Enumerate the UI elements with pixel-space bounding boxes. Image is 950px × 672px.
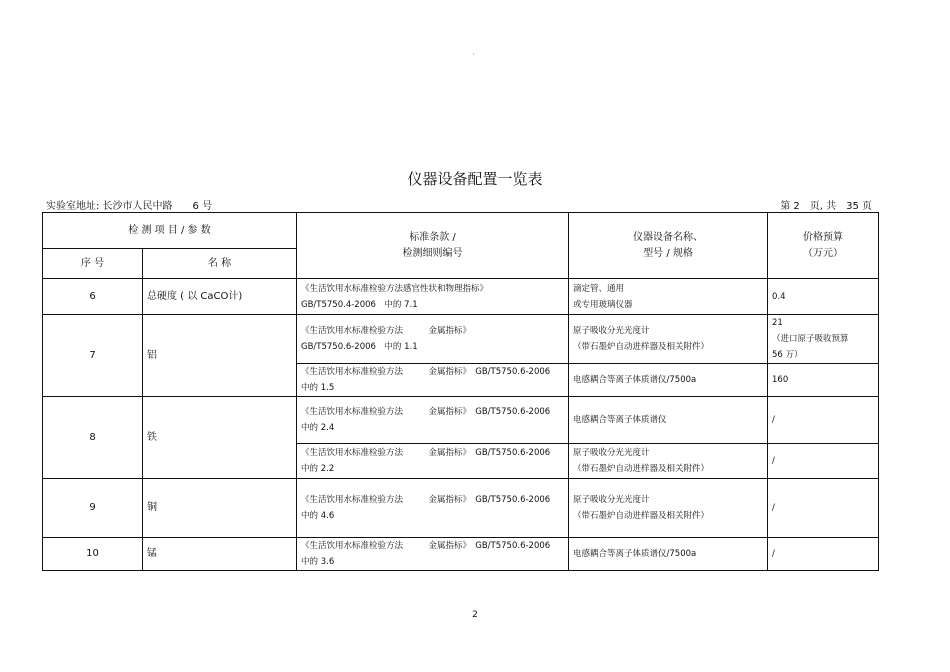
header-price xyxy=(768,213,879,279)
cell-instrument: 电感耦合等离子体质谱仪/7500a xyxy=(569,364,768,397)
header-price-line2: （万元） xyxy=(803,247,844,259)
table-row xyxy=(43,315,879,364)
cell-standard-line: 《生活饮用水标准检验方法 金属指标》 xyxy=(301,326,472,336)
cell-instrument-line: 原子吸收分光光度计 xyxy=(573,448,650,458)
cell-name: 铝 xyxy=(143,315,297,397)
cell-price: 160 xyxy=(768,364,879,397)
cell-price: / xyxy=(768,479,879,538)
cell-standard-line: 中的 4.6 xyxy=(301,511,335,521)
decorative-dot: · xyxy=(472,50,475,60)
cell-standard-line: 《生活饮用水标准检验方法 金属指标》 GB/T5750.6-2006 xyxy=(301,407,551,417)
table-row xyxy=(43,479,879,538)
table-row xyxy=(43,397,879,444)
cell-standard-line: 《生活饮用水标准检验方法 金属指标》 GB/T5750.6-2006 xyxy=(301,541,551,551)
cell-standard xyxy=(297,364,569,397)
cell-price: / xyxy=(768,538,879,571)
cell-name: 锰 xyxy=(143,538,297,571)
cell-standard-line: GB/T5750.6-2006 中的 1.1 xyxy=(301,342,418,352)
cell-instrument: 电感耦合等离子体质谱仪 xyxy=(569,397,768,444)
table-row xyxy=(43,279,879,315)
lab-address: 实验室地址: 长沙市人民中路 6 号 xyxy=(46,201,213,212)
cell-instrument-line: （带石墨炉自动进样器及相关附件） xyxy=(573,511,710,521)
cell-standard xyxy=(297,315,569,364)
cell-standard xyxy=(297,397,569,444)
cell-instrument xyxy=(569,444,768,479)
cell-price: / xyxy=(768,397,879,444)
cell-instrument-line: 原子吸收分光光度计 xyxy=(573,495,650,505)
cell-standard-line: 中的 1.5 xyxy=(301,383,335,393)
header-price-line1: 价格预算 xyxy=(803,231,844,243)
cell-price xyxy=(768,315,879,364)
cell-standard xyxy=(297,279,569,315)
header-standard-line1: 标准条款 / xyxy=(409,231,456,243)
cell-instrument-line: （带石墨炉自动进样器及相关附件） xyxy=(573,342,710,352)
cell-instrument xyxy=(569,479,768,538)
cell-instrument xyxy=(569,315,768,364)
cell-instrument-line: 或专用玻璃仪器 xyxy=(573,299,633,310)
cell-price: / xyxy=(768,444,879,479)
header-instrument xyxy=(569,213,768,279)
cell-instrument xyxy=(569,279,768,315)
cell-standard xyxy=(297,479,569,538)
header-name: 名 称 xyxy=(143,249,297,279)
cell-standard-line: 中的 2.4 xyxy=(301,423,335,433)
header-instrument-line2: 型号 / 规格 xyxy=(643,247,693,259)
cell-instrument-line: 滴定管、通用 xyxy=(573,283,625,294)
cell-seq: 10 xyxy=(43,538,143,571)
cell-seq: 7 xyxy=(43,315,143,397)
cell-seq: 6 xyxy=(43,279,143,315)
cell-seq: 8 xyxy=(43,397,143,479)
cell-name: 铁 xyxy=(143,397,297,479)
header-standard xyxy=(297,213,569,279)
cell-standard-line: 中的 3.6 xyxy=(301,557,335,567)
header-test-items: 检 测 项 目 / 参 数 xyxy=(43,213,297,249)
cell-standard-line: 中的 2.2 xyxy=(301,464,335,474)
page-info: 第 2 页, 共 35 页 xyxy=(780,201,872,212)
page-number: 2 xyxy=(472,610,478,620)
cell-price: 0.4 xyxy=(768,279,879,315)
header-instrument-line1: 仪器设备名称、 xyxy=(633,231,704,243)
table-row xyxy=(43,538,879,571)
header-seq: 序 号 xyxy=(43,249,143,279)
cell-seq: 9 xyxy=(43,479,143,538)
cell-name: 总硬度 ( 以 CaCO计) xyxy=(143,279,297,315)
header-standard-line2: 检测细则编号 xyxy=(402,247,463,259)
cell-instrument-line: （带石墨炉自动进样器及相关附件） xyxy=(573,464,710,474)
cell-standard xyxy=(297,538,569,571)
cell-price-line: （进口原子吸收预算 56 万） xyxy=(772,334,866,360)
cell-price-line: 21 xyxy=(772,318,783,328)
cell-standard-line: 《生活饮用水标准检验方法 金属指标》 GB/T5750.6-2006 xyxy=(301,495,551,505)
cell-instrument-line: 原子吸收分光光度计 xyxy=(573,326,650,336)
cell-standard-line: GB/T5750.4-2006 中的 7.1 xyxy=(301,299,418,310)
cell-standard-line: 《生活饮用水标准检验方法 金属指标》 GB/T5750.6-2006 xyxy=(301,367,551,377)
equipment-table xyxy=(42,212,879,571)
cell-standard-line: 《生活饮用水标准检验方法 金属指标》 GB/T5750.6-2006 xyxy=(301,448,551,458)
cell-instrument: 电感耦合等离子体质谱仪/7500a xyxy=(569,538,768,571)
cell-standard xyxy=(297,444,569,479)
cell-name: 铜 xyxy=(143,479,297,538)
cell-standard-line: 《生活饮用水标准检验方法感官性状和物理指标》 xyxy=(301,283,489,294)
document-title: 仪器设备配置一览表 xyxy=(407,170,543,188)
